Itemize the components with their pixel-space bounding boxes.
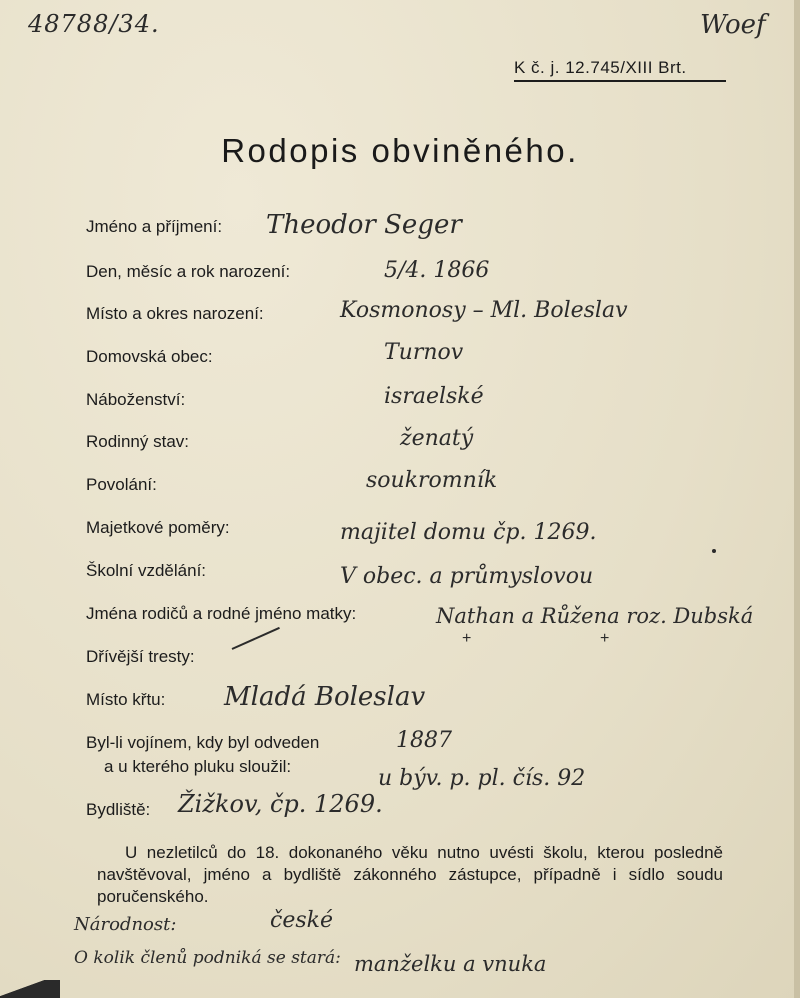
reference-number: K č. j. 12.745/XIII Brt.	[514, 58, 687, 77]
ink-dot	[712, 549, 716, 553]
field-label-previous-sentences: Dřívější tresty:	[86, 647, 195, 666]
field-value-residence: Žižkov, čp. 1269.	[178, 790, 383, 818]
field-label-residence: Bydliště:	[86, 800, 151, 819]
field-label-military-drafted: Byl-li vojínem, kdy byl odveden	[86, 733, 320, 752]
field-label-property: Majetkové poměry:	[86, 518, 230, 537]
paper-corner-shadow	[0, 980, 60, 998]
field-value-parents: Nathan a Růžena roz. Dubská	[436, 604, 754, 628]
note-dependents-label: O kolik členů podniká se stará:	[74, 948, 341, 968]
field-label-birthplace: Místo a okres narození:	[86, 304, 264, 323]
note-dependents-value: manželku a vnuka	[354, 952, 547, 976]
field-value-home-municipality: Turnov	[384, 340, 464, 365]
field-value-military-regiment: u býv. p. pl. čís. 92	[378, 766, 586, 791]
field-label-baptism-place: Místo křtu:	[86, 690, 166, 709]
field-value-occupation: soukromník	[366, 468, 498, 493]
field-label-parents: Jména rodičů a rodné jméno matky:	[86, 604, 357, 623]
handwritten-initials: Woef	[700, 10, 766, 40]
footnote-instructions: U nezletilců do 18. dokonaného věku nutno uvésti školu, kterou posledně navštěvoval, jméno a bydliště zákonného zástupce, případně i sídlo soudu poručenského.	[97, 843, 723, 906]
field-label-education: Školní vzdělání:	[86, 561, 207, 580]
deceased-mark-mother: +	[600, 630, 610, 647]
deceased-mark-father: +	[462, 630, 472, 647]
page-title: Rodopis obviněného.	[221, 132, 579, 169]
archive-number: 48788/34.	[28, 10, 160, 38]
field-label-name: Jméno a příjmení:	[86, 217, 223, 236]
field-label-marital-status: Rodinný stav:	[86, 432, 189, 451]
note-nationality-label: Národnost:	[74, 914, 177, 935]
field-label-religion: Náboženství:	[86, 390, 186, 409]
field-value-military-drafted: 1887	[396, 728, 452, 753]
reference-underline	[514, 80, 726, 82]
field-value-religion: israelské	[384, 384, 484, 409]
field-value-education: V obec. a průmyslovou	[340, 564, 594, 589]
field-value-birthdate: 5/4. 1866	[384, 258, 490, 283]
field-value-marital-status: ženatý	[400, 426, 474, 451]
field-value-name: Theodor Seger	[266, 210, 462, 240]
field-label-birthdate: Den, měsíc a rok narození:	[86, 262, 291, 281]
field-label-military-regiment: a u kterého pluku sloužil:	[104, 757, 292, 776]
field-value-birthplace: Kosmonosy – Ml. Boleslav	[340, 298, 628, 323]
field-label-occupation: Povolání:	[86, 475, 157, 494]
note-nationality-value: české	[270, 908, 333, 933]
field-value-baptism-place: Mladá Boleslav	[224, 682, 426, 712]
field-label-home-municipality: Domovská obec:	[86, 347, 213, 366]
field-value-property: majitel domu čp. 1269.	[340, 520, 597, 545]
dash-mark	[232, 627, 280, 650]
